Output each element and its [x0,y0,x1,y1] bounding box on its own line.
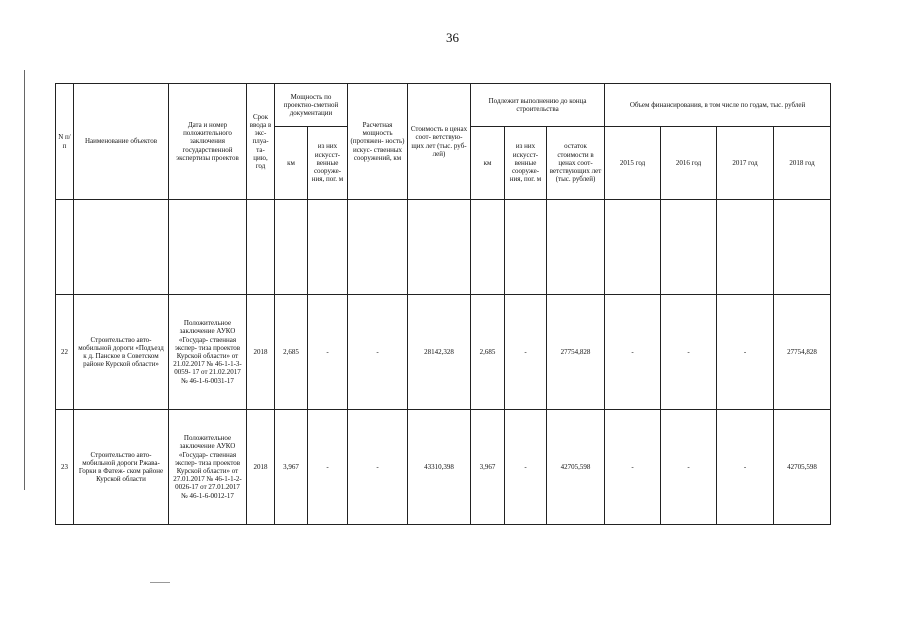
header-year-2015: 2015 год [605,127,661,200]
header-name: Наименование объектов [74,84,169,200]
row-km: 2,685 [275,295,308,410]
row-cost: 28142,328 [408,295,471,410]
row-term: 2018 [247,295,275,410]
blank-row [56,200,831,295]
objects-table [55,83,831,525]
row-2018: 42705,598 [774,410,831,525]
row-expertise: Положительное заключение АУКО «Государ- ственная экспер- тиза проектов Курской области» от 27.01.2017 № 46-1-1-2-0026-17 от 27.01.2017 № 46-1-6-0012-17 [169,410,247,525]
row-todo-art: - [505,295,547,410]
row-art: - [308,295,348,410]
header-year-2016: 2016 год [661,127,717,200]
row-expertise: Положительное заключение АУКО «Государ- ственная экспер- тиза проектов Курской области» от 21.02.2017 № 46-1-1-3-0059- 17 от 21.02.2017 № 46-1-6-0031-17 [169,295,247,410]
header-year-2018: 2018 год [774,127,831,200]
row-todo-km: 2,685 [471,295,505,410]
row-todo-rest: 42705,598 [547,410,605,525]
header-num: N п/п [56,84,74,200]
header-todo-group: Подлежит выполнению до конца строительства [471,84,605,127]
header-expertise: Дата и номер положительного заключения государственной экспертизы проектов [169,84,247,200]
row-2018: 27754,828 [774,295,831,410]
row-todo-rest: 27754,828 [547,295,605,410]
header-year-2017: 2017 год [717,127,774,200]
header-capacity-art: из них искусст- венные сооруже- ния, пог. м [308,127,348,200]
header-todo-km: км [471,127,505,200]
header-finance-group: Объем финансирования, в том числе по годам, тыс. рублей [605,84,831,127]
row-name: Строительство авто- мобильной дороги Ржава-Горки в Фатеж- ском районе Курской области [74,410,169,525]
row-name: Строительство авто- мобильной дороги «Подъезд к д. Панское в Советском районе Курской области» [74,295,169,410]
header-todo-art: из них искусст- венные сооруже- ния, пог. м [505,127,547,200]
table-row [56,410,831,525]
header-todo-rest: остаток стоимости в ценах соот- ветствующих лет (тыс. рублей) [547,127,605,200]
row-term: 2018 [247,410,275,525]
table-row [56,295,831,410]
row-num: 23 [56,410,74,525]
row-2016: - [661,410,717,525]
header-row-1 [56,84,831,127]
header-capacity-group: Мощность по проектно-сметной документации [275,84,348,127]
row-todo-art: - [505,410,547,525]
row-num: 22 [56,295,74,410]
row-cost: 43310,398 [408,410,471,525]
margin-tick [150,582,170,583]
row-calc: - [348,295,408,410]
header-calc-capacity: Расчетная мощность (протяжен- ность) искус- ственных сооружений, км [348,84,408,200]
header-term: Срок ввода в экс- плуа- та- цию, год [247,84,275,200]
row-calc: - [348,410,408,525]
row-km: 3,967 [275,410,308,525]
margin-line [24,70,25,490]
row-2016: - [661,295,717,410]
row-2015: - [605,410,661,525]
row-2017: - [717,410,774,525]
row-todo-km: 3,967 [471,410,505,525]
row-2017: - [717,295,774,410]
header-capacity-km: км [275,127,308,200]
row-2015: - [605,295,661,410]
page-number: 36 [446,30,459,45]
row-art: - [308,410,348,525]
header-cost: Стоимость в ценах соот- ветствую- щих лет (тыс. руб- лей) [408,84,471,200]
